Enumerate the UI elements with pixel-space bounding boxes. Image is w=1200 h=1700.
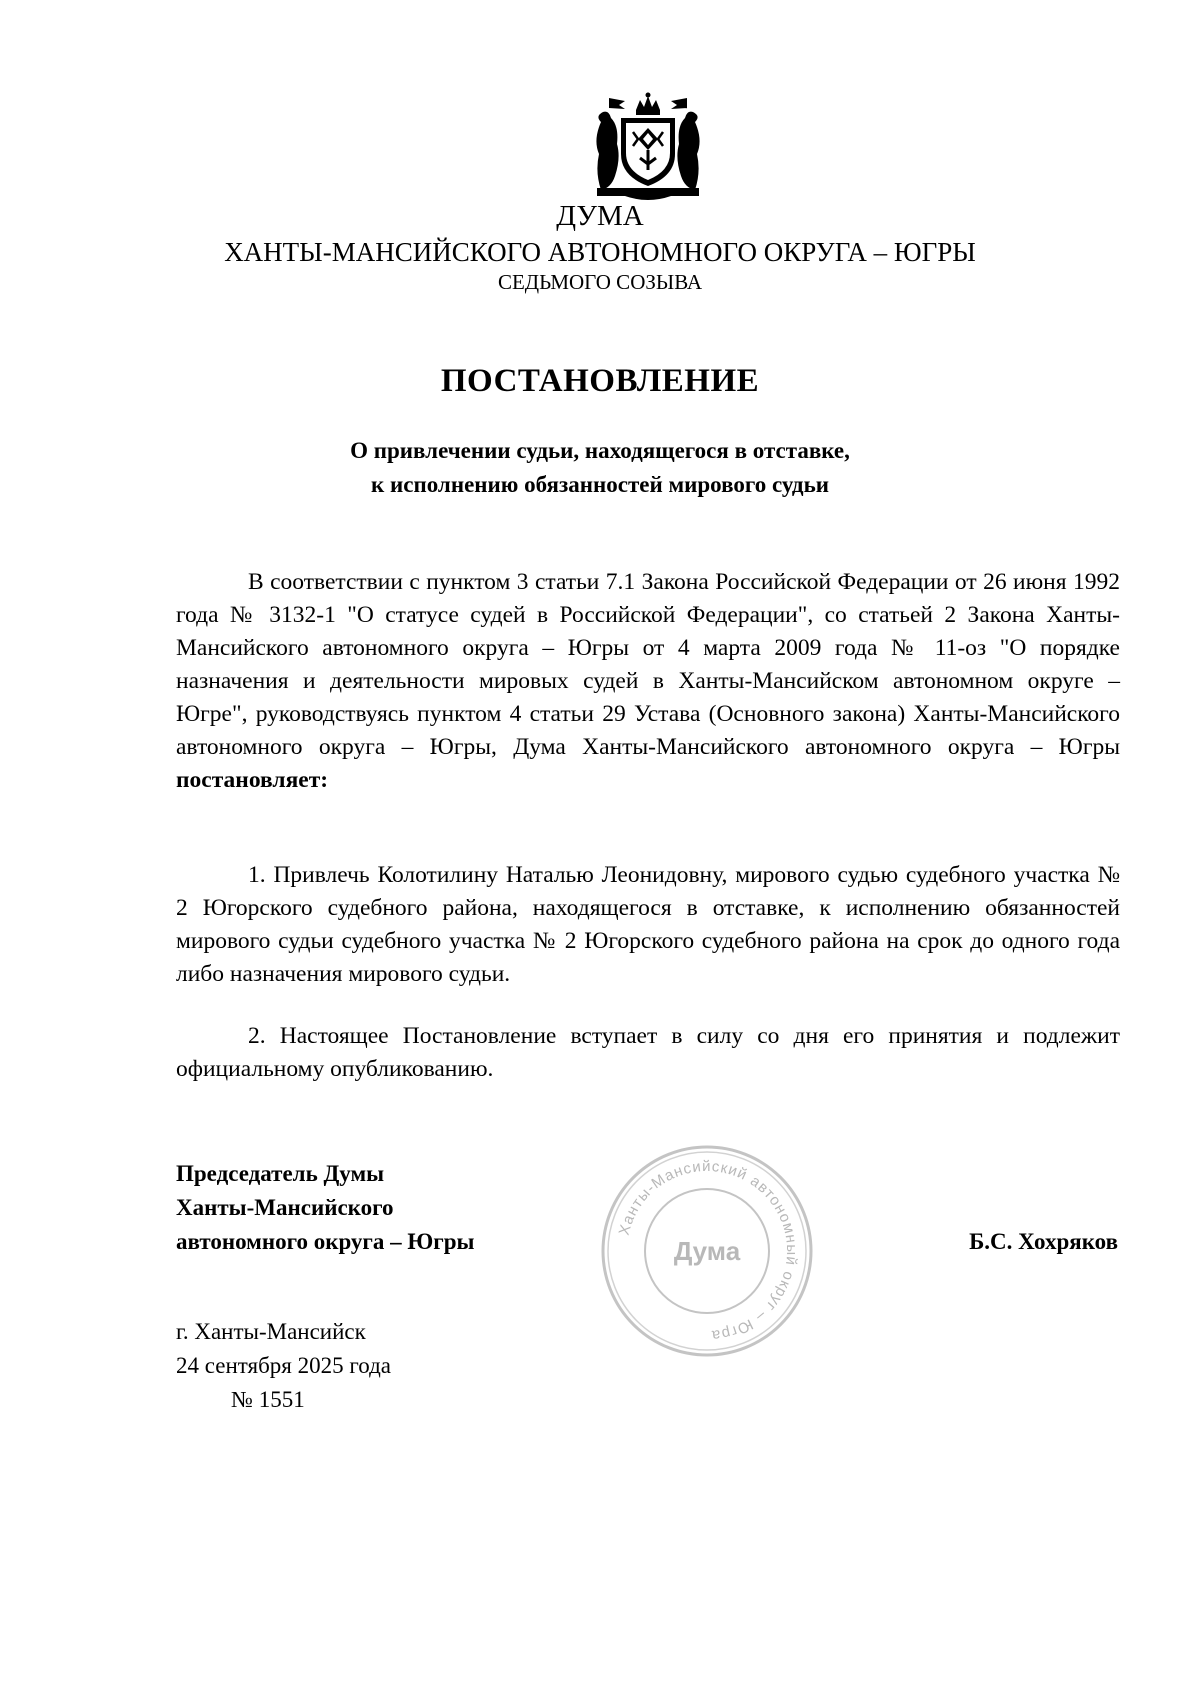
signer-name: Б.С. Хохряков (969, 1229, 1118, 1254)
seal-center-text: Дума (673, 1236, 741, 1266)
org-name: ДУМА (556, 200, 644, 232)
convocation: СЕДЬМОГО СОЗЫВА (497, 270, 703, 294)
document-type: ПОСТАНОВЛЕНИЕ (440, 363, 760, 399)
coat-of-arms-icon (591, 92, 705, 204)
place-and-date (176, 1315, 391, 1417)
document-subject (0, 434, 1200, 502)
resolves-word: постановляет: (176, 767, 329, 793)
signer-position-line-3: автономного округа – Югры (176, 1229, 475, 1254)
resolution-item-1: 1. Привлечь Колотилину Наталью Леонидовну, мирового судью судебного участка № 2 Югорского судебного района, находящегося в отставке, к исполнению обязанностей мирового судьи судебного участка № 2 Югорского судебного района на срок до одного года либо назначения мирового судьи. (176, 862, 1120, 987)
date: 24 сентября 2025 года (176, 1353, 391, 1378)
preamble-paragraph (176, 566, 1120, 797)
subject-line-2: к исполнению обязанностей мирового судьи (371, 472, 829, 497)
official-seal (598, 1142, 816, 1360)
okrug-name: ХАНТЫ-МАНСИЙСКОГО АВТОНОМНОГО ОКРУГА – ЮГРЫ (224, 237, 976, 267)
seal-ring-text: Ханты-Мансийский автономный округ – Югра (615, 1157, 801, 1344)
resolution-item-2: 2. Настоящее Постановление вступает в силу со дня его принятия и подлежит официальному опубликованию. (176, 1023, 1120, 1082)
signer-position (176, 1157, 474, 1259)
preamble-text: В соответствии с пунктом 3 статьи 7.1 Закона Российской Федерации от 26 июня 1992 года № 3132-1 "О статусе судей в Российской Федерации", со статьей 2 Закона Ханты-Мансийского автономного округа – Югры от 4 марта 2009 года № 11-оз "О порядке назначения и деятельности мировых судей в Ханты-Мансийском автономном округе – Югре", руководствуясь пунктом 4 статьи 29 Устава (Основного закона) Ханты-Мансийского автономного округа – Югры, Дума Ханты-Мансийского автономного округа – Югры (176, 569, 1120, 760)
subject-line-1: О привлечении судьи, находящегося в отставке, (350, 438, 850, 463)
document-number: № 1551 (231, 1387, 305, 1412)
place: г. Ханты-Мансийск (176, 1319, 366, 1344)
signer-position-line-1: Председатель Думы (176, 1161, 385, 1186)
signer-position-line-2: Ханты-Мансийского (176, 1195, 394, 1220)
